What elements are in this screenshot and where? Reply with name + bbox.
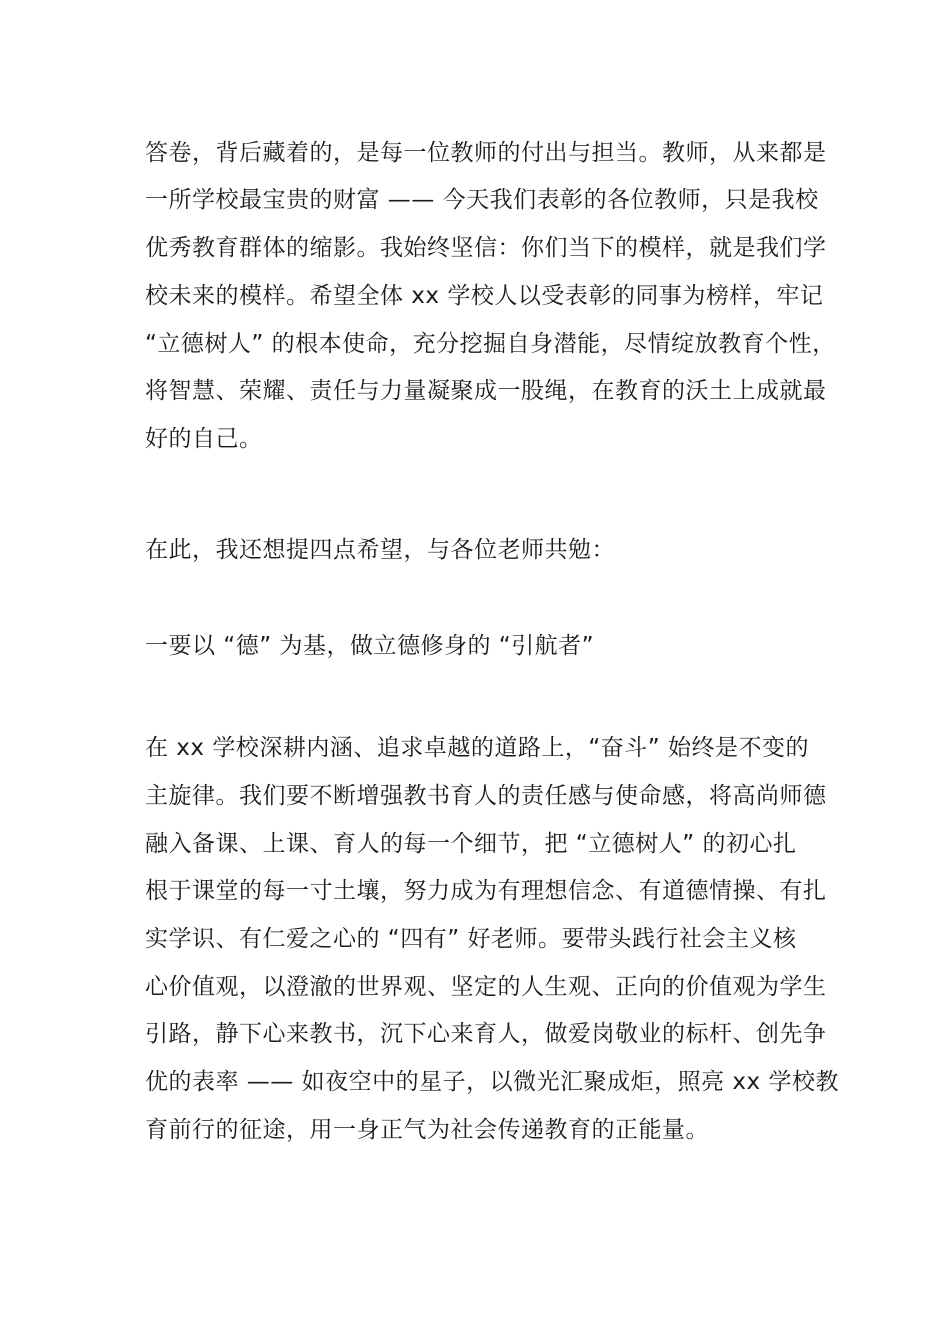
paragraph-line: 心价值观，以澄澈的世界观、坚定的人生观、正向的价值观为学生 <box>145 974 827 1000</box>
paragraph-line: 优秀教育群体的缩影。我始终坚信：你们当下的模样，就是我们学 <box>145 235 827 261</box>
paragraph-line: 答卷，背后藏着的，是每一位教师的付出与担当。教师，从来都是 <box>145 140 827 166</box>
paragraph-line: 将智慧、荣耀、责任与力量凝聚成一股绳，在教育的沃土上成就最 <box>145 378 827 404</box>
paragraph-line: 优的表率 —— 如夜空中的星子，以微光汇聚成炬，照亮 xx 学校教 <box>145 1069 839 1095</box>
paragraph-line: 在 xx 学校深耕内涵、追求卓越的道路上，“奋斗” 始终是不变的 <box>145 735 809 761</box>
paragraph-line: 实学识、有仁爱之心的 “四有” 好老师。要带头践行社会主义核 <box>145 926 797 952</box>
section-heading: 一要以 “德” 为基，做立德修身的 “引航者” <box>145 633 595 659</box>
paragraph-line: 一所学校最宝贵的财富 —— 今天我们表彰的各位教师，只是我校 <box>145 187 819 213</box>
paragraph-line: 校未来的模样。希望全体 xx 学校人以受表彰的同事为榜样，牢记 <box>145 283 824 309</box>
paragraph-line: 主旋律。我们要不断增强教书育人的责任感与使命感，将高尚师德 <box>145 783 827 809</box>
paragraph-line: 根于课堂的每一寸土壤，努力成为有理想信念、有道德情操、有扎 <box>145 878 827 904</box>
paragraph-line: 融入备课、上课、育人的每一个细节，把 “立德树人” 的初心扎 <box>145 831 797 857</box>
paragraph-line: 引路，静下心来教书，沉下心来育人，做爱岗敬业的标杆、创先争 <box>145 1021 827 1047</box>
paragraph-line: 好的自己。 <box>145 426 263 452</box>
paragraph-line: “立德树人” 的根本使命，充分挖掘自身潜能，尽情绽放教育个性， <box>145 331 836 357</box>
paragraph-line: 育前行的征途，用一身正气为社会传递教育的正能量。 <box>145 1117 709 1143</box>
paragraph-line: 在此，我还想提四点希望，与各位老师共勉： <box>145 537 615 563</box>
